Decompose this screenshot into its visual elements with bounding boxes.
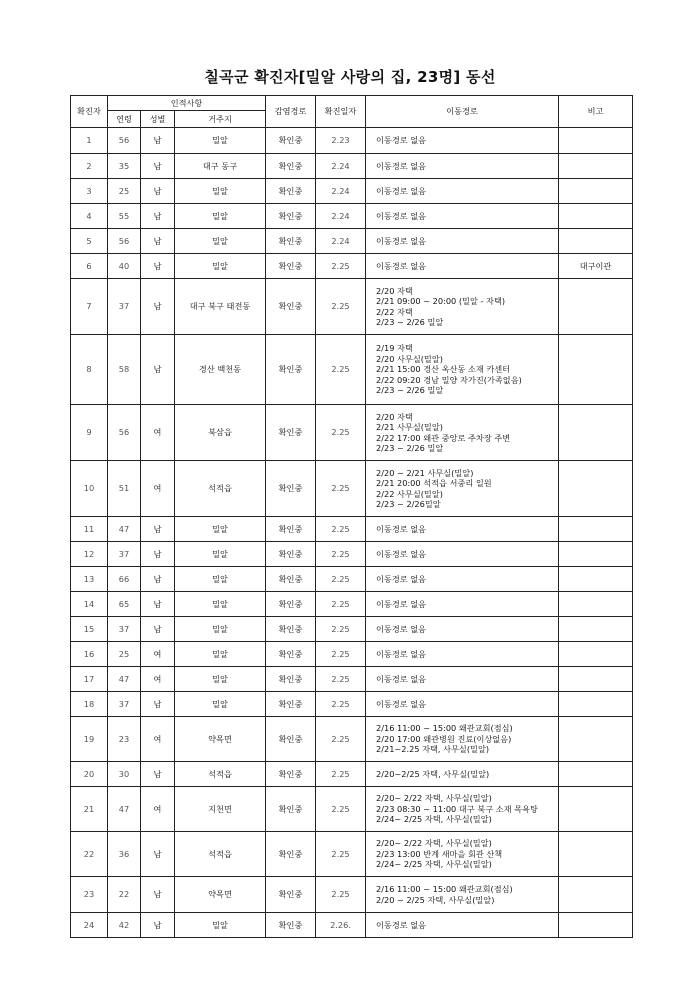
cell-age: 36 bbox=[108, 832, 141, 877]
cell-age: 47 bbox=[108, 517, 141, 542]
cell-case-no: 10 bbox=[71, 461, 108, 517]
cell-age: 47 bbox=[108, 667, 141, 692]
cell-sex: 남 bbox=[141, 832, 175, 877]
cell-residence: 밀알 bbox=[175, 692, 266, 717]
cell-note bbox=[559, 405, 633, 461]
header-confirm-date: 확진일자 bbox=[316, 96, 366, 128]
cell-note bbox=[559, 913, 633, 938]
cell-confirm-date: 2.25 bbox=[316, 642, 366, 667]
cell-sex: 남 bbox=[141, 592, 175, 617]
cell-infection-route: 확인중 bbox=[266, 461, 316, 517]
table-row bbox=[71, 335, 633, 405]
cell-age: 42 bbox=[108, 913, 141, 938]
cell-note bbox=[559, 335, 633, 405]
table-row bbox=[71, 617, 633, 642]
cell-infection-route: 확인중 bbox=[266, 229, 316, 254]
cell-note bbox=[559, 787, 633, 832]
cell-movement: 이동경로 없음 bbox=[366, 913, 559, 938]
cell-confirm-date: 2.25 bbox=[316, 517, 366, 542]
cell-confirm-date: 2.25 bbox=[316, 542, 366, 567]
cell-confirm-date: 2.25 bbox=[316, 279, 366, 335]
cell-movement: 2/20~ 2/22 자택, 사무실(밀알) 2/23 08:30 ~ 11:00 대구 북구 소재 목욕탕 2/24~ 2/25 자택, 사무실(밀알) bbox=[366, 787, 559, 832]
cell-note bbox=[559, 229, 633, 254]
cell-residence: 밀알 bbox=[175, 642, 266, 667]
cell-sex: 여 bbox=[141, 461, 175, 517]
cell-residence: 지천면 bbox=[175, 787, 266, 832]
cell-sex: 남 bbox=[141, 179, 175, 204]
cell-case-no: 1 bbox=[71, 128, 108, 154]
cell-case-no: 5 bbox=[71, 229, 108, 254]
table-row bbox=[71, 877, 633, 913]
cell-sex: 남 bbox=[141, 335, 175, 405]
cell-infection-route: 확인중 bbox=[266, 667, 316, 692]
table-row bbox=[71, 279, 633, 335]
cell-infection-route: 확인중 bbox=[266, 762, 316, 787]
cell-infection-route: 확인중 bbox=[266, 832, 316, 877]
cell-residence: 대구 동구 bbox=[175, 154, 266, 179]
cell-age: 66 bbox=[108, 567, 141, 592]
cell-confirm-date: 2.24 bbox=[316, 179, 366, 204]
cell-age: 56 bbox=[108, 405, 141, 461]
table-row bbox=[71, 787, 633, 832]
cell-residence: 경산 백천동 bbox=[175, 335, 266, 405]
cell-confirm-date: 2.25 bbox=[316, 617, 366, 642]
table-row bbox=[71, 405, 633, 461]
cell-sex: 남 bbox=[141, 154, 175, 179]
cell-movement: 2/19 자택 2/20 사무실(밀알) 2/21 15:00 경산 옥산동 소재 카센터 2/22 09:20 경남 밀양 자가진(가족없음) 2/23 ~ 2/26 밀알 bbox=[366, 335, 559, 405]
cell-sex: 남 bbox=[141, 128, 175, 154]
cell-movement: 이동경로 없음 bbox=[366, 229, 559, 254]
cell-residence: 북삼읍 bbox=[175, 405, 266, 461]
document-title: 칠곡군 확진자[밀알 사랑의 집, 23명] 동선 bbox=[204, 68, 496, 86]
table-row bbox=[71, 461, 633, 517]
cell-age: 25 bbox=[108, 179, 141, 204]
cell-movement: 이동경로 없음 bbox=[366, 542, 559, 567]
cell-case-no: 24 bbox=[71, 913, 108, 938]
header-infection-route: 감염경로 bbox=[266, 96, 316, 128]
cell-infection-route: 확인중 bbox=[266, 279, 316, 335]
cell-confirm-date: 2.24 bbox=[316, 154, 366, 179]
cell-sex: 여 bbox=[141, 787, 175, 832]
cell-infection-route: 확인중 bbox=[266, 254, 316, 279]
cell-confirm-date: 2.25 bbox=[316, 762, 366, 787]
cell-infection-route: 확인중 bbox=[266, 567, 316, 592]
cell-residence: 대구 북구 태전동 bbox=[175, 279, 266, 335]
cell-residence: 밀알 bbox=[175, 128, 266, 154]
cell-note bbox=[559, 279, 633, 335]
cell-confirm-date: 2.25 bbox=[316, 717, 366, 762]
table-row bbox=[71, 667, 633, 692]
cell-note bbox=[559, 877, 633, 913]
cell-note bbox=[559, 692, 633, 717]
cell-movement: 이동경로 없음 bbox=[366, 517, 559, 542]
cell-infection-route: 확인중 bbox=[266, 692, 316, 717]
cell-case-no: 21 bbox=[71, 787, 108, 832]
table-row bbox=[71, 832, 633, 877]
cell-confirm-date: 2.25 bbox=[316, 667, 366, 692]
cell-infection-route: 확인중 bbox=[266, 542, 316, 567]
cell-movement: 이동경로 없음 bbox=[366, 592, 559, 617]
cell-infection-route: 확인중 bbox=[266, 405, 316, 461]
table-row bbox=[71, 592, 633, 617]
cell-infection-route: 확인중 bbox=[266, 128, 316, 154]
cell-case-no: 17 bbox=[71, 667, 108, 692]
cell-case-no: 2 bbox=[71, 154, 108, 179]
cell-confirm-date: 2.25 bbox=[316, 787, 366, 832]
table-row bbox=[71, 567, 633, 592]
cell-movement: 2/20 ~ 2/21 사무실(밀알) 2/21 20:00 석적읍 서중리 일원 2/22 사무실(밀알) 2/23 ~ 2/26밀알 bbox=[366, 461, 559, 517]
table-row bbox=[71, 542, 633, 567]
cell-movement: 2/16 11:00 ~ 15:00 왜관교회(점심) 2/20 ~ 2/25 자택, 사무실(밀알) bbox=[366, 877, 559, 913]
cell-infection-route: 확인중 bbox=[266, 154, 316, 179]
cell-note: 대구이관 bbox=[559, 254, 633, 279]
cell-movement: 이동경로 없음 bbox=[366, 642, 559, 667]
cell-residence: 밀알 bbox=[175, 567, 266, 592]
cell-case-no: 14 bbox=[71, 592, 108, 617]
cell-confirm-date: 2.25 bbox=[316, 405, 366, 461]
cell-case-no: 4 bbox=[71, 204, 108, 229]
cell-confirm-date: 2.25 bbox=[316, 877, 366, 913]
cell-movement: 이동경로 없음 bbox=[366, 567, 559, 592]
cell-case-no: 20 bbox=[71, 762, 108, 787]
header-residence: 거주지 bbox=[175, 111, 266, 128]
cell-residence: 밀알 bbox=[175, 204, 266, 229]
table-row bbox=[71, 254, 633, 279]
table-row bbox=[71, 128, 633, 154]
confirmed-cases-table bbox=[70, 95, 633, 938]
cell-case-no: 11 bbox=[71, 517, 108, 542]
cell-residence: 밀알 bbox=[175, 913, 266, 938]
cell-residence: 밀알 bbox=[175, 517, 266, 542]
cell-sex: 남 bbox=[141, 204, 175, 229]
cell-case-no: 23 bbox=[71, 877, 108, 913]
header-case-no: 확진자 bbox=[71, 96, 108, 128]
cell-movement: 이동경로 없음 bbox=[366, 154, 559, 179]
cell-infection-route: 확인중 bbox=[266, 592, 316, 617]
cell-case-no: 13 bbox=[71, 567, 108, 592]
cell-infection-route: 확인중 bbox=[266, 717, 316, 762]
header-personal-info: 인적사항 bbox=[108, 96, 266, 111]
table-row bbox=[71, 642, 633, 667]
cell-case-no: 18 bbox=[71, 692, 108, 717]
header-movement: 이동경로 bbox=[366, 96, 559, 128]
cell-sex: 남 bbox=[141, 692, 175, 717]
cell-residence: 약목면 bbox=[175, 717, 266, 762]
cell-sex: 남 bbox=[141, 567, 175, 592]
cell-case-no: 12 bbox=[71, 542, 108, 567]
cell-infection-route: 확인중 bbox=[266, 913, 316, 938]
cell-sex: 여 bbox=[141, 405, 175, 461]
cell-note bbox=[559, 717, 633, 762]
cell-sex: 남 bbox=[141, 279, 175, 335]
table-body bbox=[71, 128, 633, 938]
cell-sex: 여 bbox=[141, 717, 175, 762]
cell-age: 37 bbox=[108, 542, 141, 567]
cell-residence: 밀알 bbox=[175, 667, 266, 692]
cell-infection-route: 확인중 bbox=[266, 179, 316, 204]
cell-age: 22 bbox=[108, 877, 141, 913]
table-row bbox=[71, 517, 633, 542]
table-row bbox=[71, 229, 633, 254]
cell-confirm-date: 2.25 bbox=[316, 335, 366, 405]
cell-movement: 이동경로 없음 bbox=[366, 692, 559, 717]
cell-residence: 밀알 bbox=[175, 592, 266, 617]
cell-sex: 남 bbox=[141, 229, 175, 254]
cell-case-no: 7 bbox=[71, 279, 108, 335]
cell-confirm-date: 2.25 bbox=[316, 592, 366, 617]
header-note: 비고 bbox=[559, 96, 633, 128]
cell-age: 58 bbox=[108, 335, 141, 405]
table-row bbox=[71, 179, 633, 204]
cell-movement: 2/20 자택 2/21 09:00 ~ 20:00 (밀알 - 자택) 2/22 자택 2/23 ~ 2/26 밀알 bbox=[366, 279, 559, 335]
cell-infection-route: 확인중 bbox=[266, 617, 316, 642]
cell-note bbox=[559, 642, 633, 667]
cell-infection-route: 확인중 bbox=[266, 204, 316, 229]
cell-case-no: 8 bbox=[71, 335, 108, 405]
cell-confirm-date: 2.25 bbox=[316, 692, 366, 717]
cell-sex: 남 bbox=[141, 762, 175, 787]
cell-residence: 약목면 bbox=[175, 877, 266, 913]
cell-movement: 2/20 자택 2/21 사무실(밀알) 2/22 17:00 왜관 중앙로 주차장 주변 2/23 ~ 2/26 밀알 bbox=[366, 405, 559, 461]
cell-age: 47 bbox=[108, 787, 141, 832]
cell-age: 65 bbox=[108, 592, 141, 617]
cell-movement: 이동경로 없음 bbox=[366, 254, 559, 279]
cell-age: 25 bbox=[108, 642, 141, 667]
cell-age: 56 bbox=[108, 229, 141, 254]
table-row bbox=[71, 762, 633, 787]
cell-age: 51 bbox=[108, 461, 141, 517]
cell-case-no: 16 bbox=[71, 642, 108, 667]
cell-age: 56 bbox=[108, 128, 141, 154]
cell-case-no: 6 bbox=[71, 254, 108, 279]
cell-confirm-date: 2.25 bbox=[316, 461, 366, 517]
cell-age: 55 bbox=[108, 204, 141, 229]
cell-residence: 밀알 bbox=[175, 254, 266, 279]
cell-infection-route: 확인중 bbox=[266, 642, 316, 667]
table-row bbox=[71, 717, 633, 762]
cell-sex: 여 bbox=[141, 667, 175, 692]
cell-note bbox=[559, 617, 633, 642]
cell-confirm-date: 2.25 bbox=[316, 832, 366, 877]
cell-sex: 남 bbox=[141, 254, 175, 279]
cell-note bbox=[559, 517, 633, 542]
cell-movement: 2/20~2/25 자택, 사무실(밀알) bbox=[366, 762, 559, 787]
cell-note bbox=[559, 832, 633, 877]
cell-age: 30 bbox=[108, 762, 141, 787]
cell-infection-route: 확인중 bbox=[266, 517, 316, 542]
cell-case-no: 22 bbox=[71, 832, 108, 877]
header-age: 연령 bbox=[108, 111, 141, 128]
cell-movement: 이동경로 없음 bbox=[366, 179, 559, 204]
cell-sex: 남 bbox=[141, 617, 175, 642]
cell-age: 40 bbox=[108, 254, 141, 279]
cell-case-no: 9 bbox=[71, 405, 108, 461]
table-row bbox=[71, 692, 633, 717]
cell-note bbox=[559, 179, 633, 204]
cell-movement: 이동경로 없음 bbox=[366, 667, 559, 692]
cell-residence: 밀알 bbox=[175, 179, 266, 204]
cell-note bbox=[559, 592, 633, 617]
header-sex: 성별 bbox=[141, 111, 175, 128]
cell-sex: 남 bbox=[141, 517, 175, 542]
cell-case-no: 19 bbox=[71, 717, 108, 762]
cell-infection-route: 확인중 bbox=[266, 877, 316, 913]
cell-confirm-date: 2.25 bbox=[316, 567, 366, 592]
cell-confirm-date: 2.26. bbox=[316, 913, 366, 938]
cell-residence: 석적읍 bbox=[175, 461, 266, 517]
cell-age: 37 bbox=[108, 617, 141, 642]
cell-sex: 남 bbox=[141, 913, 175, 938]
cell-residence: 밀알 bbox=[175, 229, 266, 254]
cell-note bbox=[559, 204, 633, 229]
cell-case-no: 3 bbox=[71, 179, 108, 204]
cell-case-no: 15 bbox=[71, 617, 108, 642]
cell-confirm-date: 2.25 bbox=[316, 254, 366, 279]
table-row bbox=[71, 154, 633, 179]
table-row bbox=[71, 913, 633, 938]
cell-note bbox=[559, 762, 633, 787]
cell-residence: 석적읍 bbox=[175, 832, 266, 877]
cell-sex: 남 bbox=[141, 542, 175, 567]
cell-movement: 2/16 11:00 ~ 15:00 왜관교회(점심) 2/20 17:00 왜관병원 진료(이상없음) 2/21~2.25 자택, 사무실(밀알) bbox=[366, 717, 559, 762]
cell-age: 37 bbox=[108, 279, 141, 335]
cell-residence: 밀알 bbox=[175, 542, 266, 567]
cell-confirm-date: 2.23 bbox=[316, 128, 366, 154]
cell-note bbox=[559, 542, 633, 567]
cell-confirm-date: 2.24 bbox=[316, 204, 366, 229]
cell-movement: 이동경로 없음 bbox=[366, 204, 559, 229]
cell-movement: 2/20~ 2/22 자택, 사무실(밀알) 2/23 13:00 반계 새마을 회관 산책 2/24~ 2/25 자택, 사무실(밀알) bbox=[366, 832, 559, 877]
cell-note bbox=[559, 667, 633, 692]
cell-infection-route: 확인중 bbox=[266, 787, 316, 832]
cell-note bbox=[559, 567, 633, 592]
cell-movement: 이동경로 없음 bbox=[366, 128, 559, 154]
cell-residence: 밀알 bbox=[175, 617, 266, 642]
cell-infection-route: 확인중 bbox=[266, 335, 316, 405]
cell-sex: 여 bbox=[141, 642, 175, 667]
cell-age: 35 bbox=[108, 154, 141, 179]
cell-age: 23 bbox=[108, 717, 141, 762]
cell-note bbox=[559, 128, 633, 154]
cell-note bbox=[559, 461, 633, 517]
cell-residence: 석적읍 bbox=[175, 762, 266, 787]
cell-confirm-date: 2.24 bbox=[316, 229, 366, 254]
cell-age: 37 bbox=[108, 692, 141, 717]
cell-movement: 이동경로 없음 bbox=[366, 617, 559, 642]
table-row bbox=[71, 204, 633, 229]
cell-sex: 남 bbox=[141, 877, 175, 913]
cell-note bbox=[559, 154, 633, 179]
